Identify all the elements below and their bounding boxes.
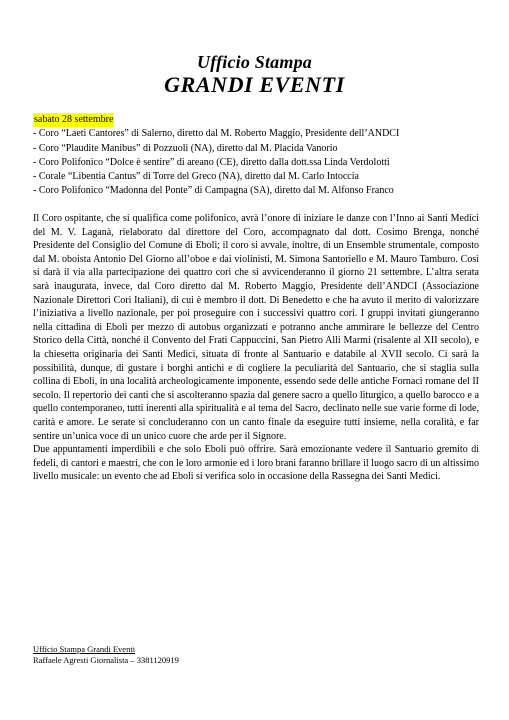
document-header xyxy=(0,52,509,97)
choir-item: - Coro Polifonico “Dolce è sentire” di areano (CE), diretto dalla dott.ssa Linda Verdolotti xyxy=(33,156,390,168)
footer-office: Ufficio Stampa Grandi Eventi xyxy=(33,644,136,654)
header-subtitle: GRANDI EVENTI xyxy=(164,72,345,97)
choir-item: - Coro “Plaudite Manibus” di Pozzuoli (NA), diretto dal M. Placida Vanorio xyxy=(33,142,338,154)
body-text xyxy=(33,212,479,484)
choir-item: - Coro “Laeti Cantores” di Salerno, diretto dal M. Roberto Maggio, Presidente dell’ANDCI xyxy=(33,128,400,140)
event-date: sabato 28 settembre xyxy=(33,113,114,127)
body-paragraph: Il Coro ospitante, che si qualifica come polifonico, avrà l’onore di iniziare le danze con l’Inno ai Santi Medici del M. V. Laganà, rielaborato dal direttore del Coro, accompagnato dal dott. Cosimo Brenga, nonché Presidente del Consiglio del Comune di Eboli; il coro si avvale, inoltre, di un Ensemble strumentale, composto dal M. oboista Antonio Del Giorno all’oboe e dai violinisti, M. Simona Santoriello e M. Mauro Tamburo. Così si darà il via alla partecipazione dei quattro cori che si avvicenderanno il giorno 21 settembre. L’altra serata sarà inaugurata, invece, dal Coro diretto dal M. Roberto Maggio, Presidente dell’ANDCI (Associazione Nazionale Direttori Cori Italiani), di cui è membro il dott. Di Benedetto e che ha avuto il merito di valorizzare l’iniziativa a livello nazionale, per poi proseguire con i successivi quattro cori. I gruppi invitati giungeranno nella cittadina di Eboli per mezzo di autobus organizzati e potranno anche ammirare le bellezze del Centro Storico della Città, nonché il Convento del Frati Cappuccini, San Pietro Alli Marmi (risalente al XII secolo), e la chiesetta originaria dei Santi Medici, situata di fronte al Santuario e databile al XVII secolo. Ci sarà la possibilità, dunque, di gustare i borghi antichi e di cogliere la peculiarità del Santuario, che si staglia sulla collina di Eboli, in una località archeologicamente imponente, essendo sede delle antiche Fornaci romane del II secolo. Il repertorio dei canti che si ascolteranno spazia dal genere sacro a quello liturgico, a quello barocco e a quello contemporaneo, tutti inerenti alla spiritualità e al tema del Sacro, declinato nelle sue varie forme di lode, carità e amore. Le serate si concluderanno con un canto finale da eseguire tutti insieme, nella coralità, e far sentire un’unica voce di un unico cuore che arde per il Signore. xyxy=(33,213,479,442)
body-paragraph: Due appuntamenti imperdibili e che solo Eboli può offrire. Sarà emozionante vedere il Santuario gremito di fedeli, di cantori e maestri, che con le loro armonie ed i loro brani faranno brillare il luogo sacro di un altissimo livello musicale: un evento che ad Eboli si verifica solo in occasione della Rassegna dei Santi Medici. xyxy=(33,444,479,483)
choir-item: - Corale “Libentia Cantus” di Torre del Greco (NA), diretto dal M. Carlo Intoccia xyxy=(33,171,359,183)
choir-item: - Coro Polifonico “Madonna del Ponte” di Campagna (SA), diretto dal M. Alfonso Franco xyxy=(33,185,394,197)
footer-contact: Raffaele Agresti Giornalista – 3381120919 xyxy=(33,655,179,665)
header-title: Ufficio Stampa xyxy=(197,52,312,72)
document-footer xyxy=(33,644,179,666)
schedule-section xyxy=(33,113,483,199)
